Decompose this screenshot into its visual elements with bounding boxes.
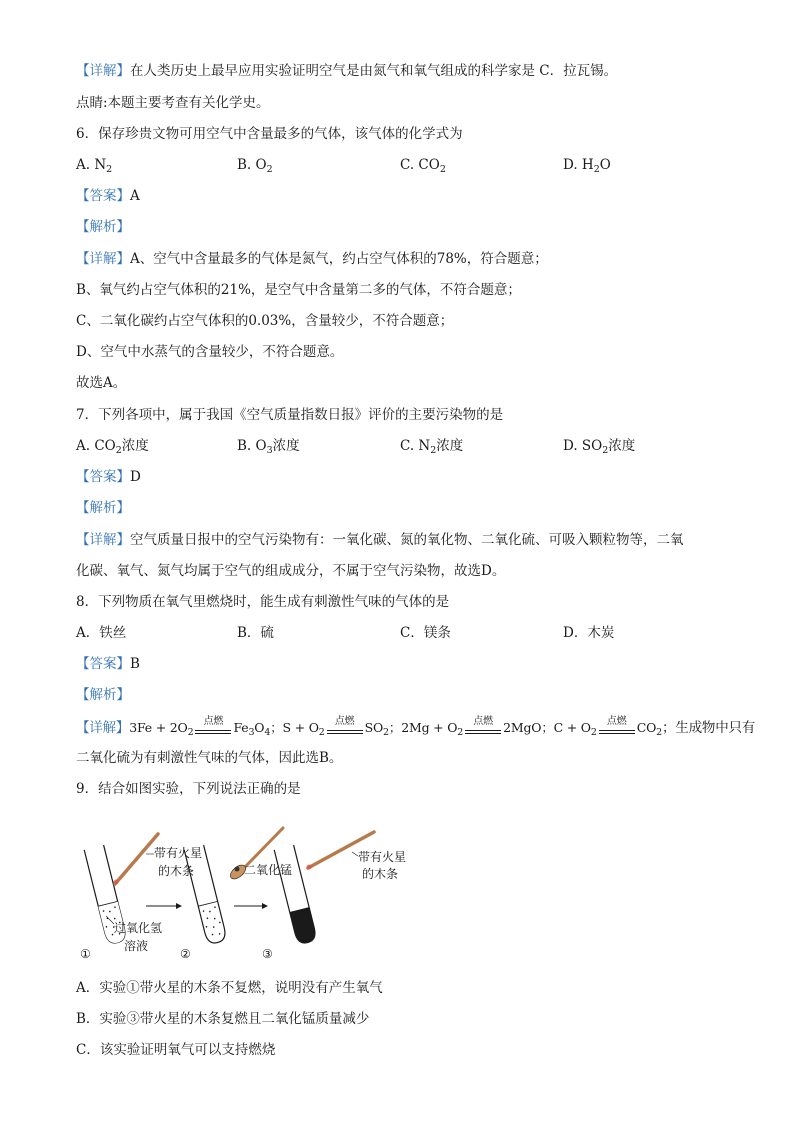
q9-option-c: C．该实验证明氧气可以支持燃烧 — [76, 1042, 276, 1058]
q6-options — [76, 156, 716, 174]
q7-stem: 7．下列各项中，属于我国《空气质量指数日报》评价的主要污染物的是 — [76, 407, 504, 423]
q8-option-d: D．木炭 — [563, 625, 615, 641]
q8-detail-line: 二氧化硫为有刺激性气味的气体，因此选B。 — [76, 750, 343, 766]
solution-label: 溶液 — [124, 939, 149, 953]
q6-conclusion: 故选A。 — [76, 375, 127, 391]
splint-3-label: 的木条 — [362, 867, 399, 881]
answer-tag: 【答案】 — [76, 188, 130, 204]
q8-option-a: A．铁丝 — [76, 625, 127, 641]
step-3-label: ③ — [262, 947, 273, 961]
q8-option-b: B．硫 — [237, 625, 274, 641]
q8-equations — [76, 718, 755, 737]
reaction-arrow: 点燃 — [597, 718, 637, 734]
step-2-label: ② — [180, 947, 191, 961]
q6-option-a: A. $N_2$ — [76, 157, 113, 175]
q6-option-d: D. $H_2O$ — [563, 157, 611, 175]
q5-note: 点睛:本题主要考查有关化学史。 — [76, 95, 270, 111]
q6-option-b: B. $O_2$ — [237, 157, 273, 175]
q7-detail-line: 【详解】空气质量日报中的空气污染物有：一氧化碳、氮的氧化物、二氧化硫、可吸入颗粒物等，二氧 — [76, 532, 684, 548]
experiment-figure — [76, 826, 436, 966]
detail-tag: 【详解】 — [76, 532, 130, 548]
reaction-arrow: 点燃 — [193, 718, 233, 734]
equation-1: $3Fe + 2O_2$ 点燃 $Fe_3O_4$； — [129, 716, 283, 738]
q6-detail-line: C、二氧化碳约占空气体积的0.03%，含量较少，不符合题意； — [76, 313, 454, 329]
q5-detail — [76, 62, 617, 80]
step-1-label: ① — [80, 947, 91, 961]
reaction-arrow: 点燃 — [463, 718, 503, 734]
q6-stem: 6．保存珍贵文物可用空气中含量最多的气体，该气体的化学式为 — [76, 126, 463, 142]
q6-answer — [76, 187, 140, 205]
q7-option-d: D. $SO_2$浓度 — [563, 438, 636, 456]
q9-option-a: A．实验①带火星的木条不复燃，说明没有产生氧气 — [76, 980, 383, 996]
q6-analysis-tag: 【解析】 — [76, 219, 130, 235]
answer-tag: 【答案】 — [76, 656, 130, 672]
splint-1-label: 的木条 — [158, 864, 195, 878]
test-tube-3 — [274, 845, 317, 945]
q7-options — [76, 437, 716, 455]
detail-tag: 【详解】 — [76, 720, 130, 736]
q7-answer — [76, 468, 141, 486]
q8-options — [76, 624, 716, 642]
q6-detail-line: 【详解】A、空气中含量最多的气体是氮气，约占空气体积的78%，符合题意； — [76, 251, 548, 267]
q7-option-a: A. $CO_2$浓度 — [76, 438, 149, 456]
q9-stem: 9．结合如图实验，下列说法正确的是 — [76, 781, 301, 797]
q7-answer-value: D — [130, 469, 141, 485]
splint-1-label: 带有火星 — [154, 846, 203, 860]
mno2-label: 二氧化锰 — [244, 863, 293, 877]
arrow-icon — [146, 903, 182, 909]
splint-3-label: 带有火星 — [358, 850, 407, 864]
q8-stem: 8．下列物质在氧气里燃烧时，能生成有刺激性气味的气体的是 — [76, 594, 450, 610]
q6-answer-value: A — [130, 188, 140, 204]
q8-option-c: C．镁条 — [400, 625, 451, 641]
q7-detail-line: 化碳、氧气、氮气均属于空气的组成成分，不属于空气污染物，故选D。 — [76, 563, 506, 579]
q7-analysis-tag: 【解析】 — [76, 500, 130, 516]
equation-2: $S + O_2$ 点燃 $SO_2$； — [282, 716, 402, 738]
q9-option-b: B．实验③带火星的木条复燃且二氧化锰质量减少 — [76, 1011, 370, 1027]
detail-tag: 【详解】 — [76, 63, 130, 79]
q8-answer-value: B — [130, 656, 140, 672]
test-tube-2 — [184, 845, 227, 945]
answer-tag: 【答案】 — [76, 469, 130, 485]
q6-detail-line: B、氧气约占空气体积的21%，是空气中含量第二多的气体，不符合题意； — [76, 282, 521, 298]
equation-4: $C + O_2$ 点燃 $CO_2$；生成物中只有 — [553, 716, 756, 738]
arrow-icon — [234, 903, 268, 909]
q7-option-b: B. $O_3$浓度 — [237, 438, 300, 456]
detail-tag: 【详解】 — [76, 251, 130, 267]
q6-option-c: C. $CO_2$ — [400, 157, 446, 175]
q7-option-c: C. $N_2$浓度 — [400, 438, 464, 456]
wooden-splint-1 — [115, 834, 158, 884]
reaction-arrow: 点燃 — [325, 718, 365, 734]
q8-answer — [76, 655, 140, 673]
q6-detail-line: D、空气中水蒸气的含量较少，不符合题意。 — [76, 344, 344, 360]
solution-label: 过氧化氢 — [114, 921, 163, 935]
q8-analysis-tag: 【解析】 — [76, 687, 130, 703]
equation-3: $2Mg + O_2$ 点燃 2MgO； — [401, 716, 554, 738]
q5-detail-text: 在人类历史上最早应用实验证明空气是由氮气和氧气组成的科学家是 C．拉瓦锡。 — [130, 63, 618, 79]
